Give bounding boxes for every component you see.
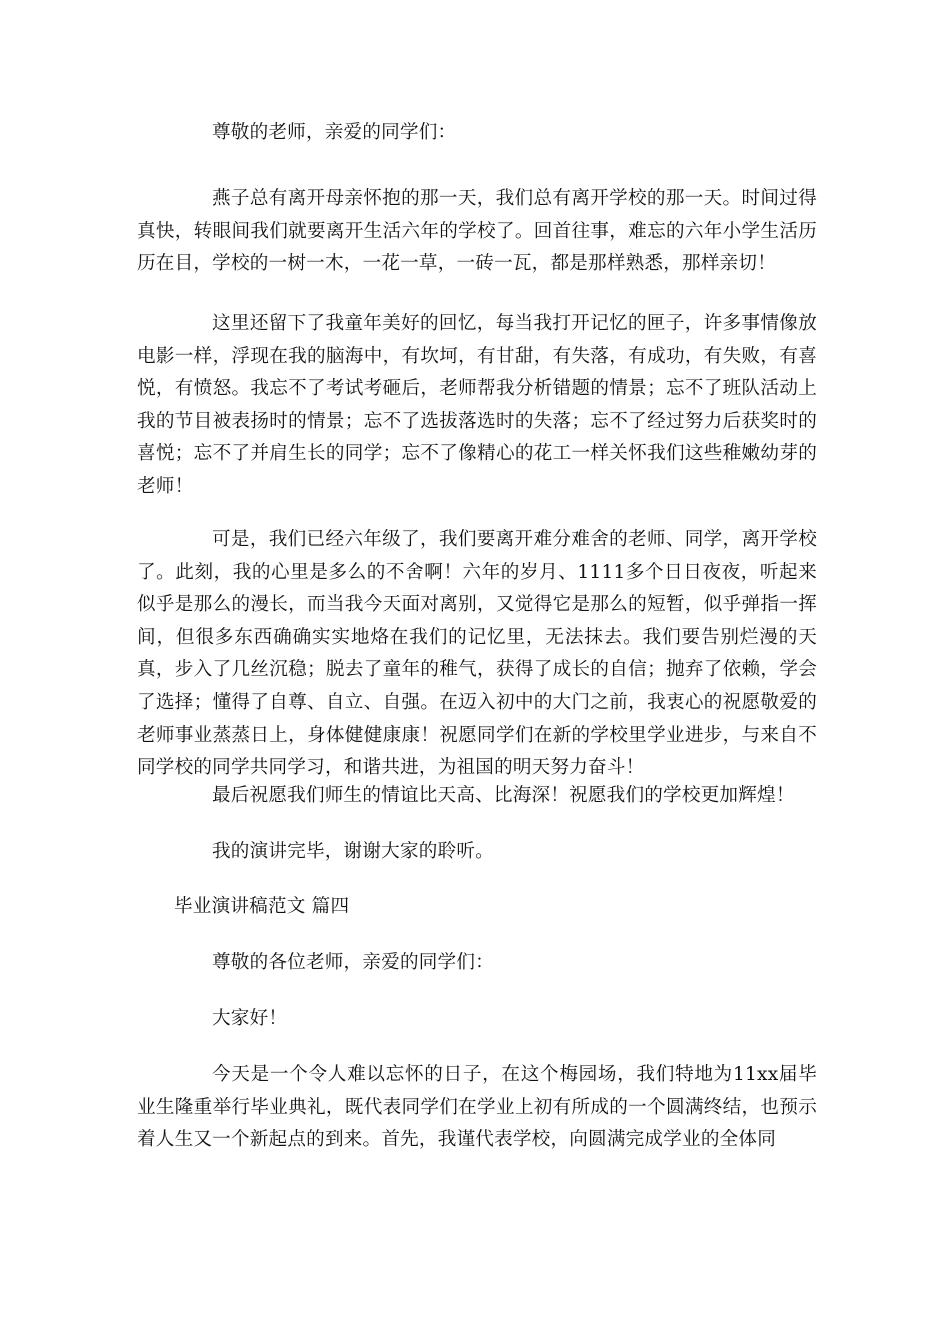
paragraph-ceremony: 今天是一个令人难以忘怀的日子，在这个梅园场，我们特地为11xx届毕业生隆重举行毕业典礼，既代表同学们在学业上初有所成的一个圆满终结，也预示着人生又一个新起点的到来。首先，我谨代表学校，向圆满完成学业的全体同	[137, 1064, 817, 1151]
paragraph-farewell: 可是，我们已经六年级了，我们要离开难分难舍的老师、同学，离开学校了。此刻，我的心里是多么的不舍啊！六年的岁月、1111多个日日夜夜，听起来似乎是那么的漫长，而当我今天面对离别，又觉得它是那么的短暂，似乎弹指一挥间，但很多东西确确实实地烙在我们的记忆里，无法抹去。我们要告别烂漫的天真，步入了几丝沉稳；脱去了童年的稚气，获得了成长的自信；抛弃了依赖，学会了选择；懂得了自尊、自立、自强。在迈入初中的大门之前，我衷心的祝愿敬爱的老师事业蒸蒸日上，身体健健康康！祝愿同学们在新的学校里学业进步，与来自不同学校的同学共同学习，和谐共进，为祖国的明天努力奋斗！	[137, 529, 817, 779]
paragraph-memories: 这里还留下了我童年美好的回忆，每当我打开记忆的匣子，许多事情像放电影一样，浮现在我的脑海中，有坎坷，有甘甜，有失落，有成功，有失败，有喜悦，有愤怒。我忘不了考试考砸后，老师帮我分析错题的情景；忘不了班队活动上我的节目被表扬时的情景；忘不了选拔落选时的失落；忘不了经过努力后获奖时的喜悦；忘不了并肩生长的同学；忘不了像精心的花工一样关怀我们这些稚嫩幼芽的老师！	[137, 313, 817, 497]
paragraph-salutation-2: 尊敬的各位老师，亲爱的同学们：	[212, 952, 494, 973]
paragraph-greeting: 大家好！	[212, 1008, 288, 1029]
paragraph-salutation: 尊敬的老师，亲爱的同学们：	[212, 122, 457, 143]
section-heading: 毕业演讲稿范文 篇四	[174, 896, 350, 917]
paragraph-swallow: 燕子总有离开母亲怀抱的那一天，我们总有离开学校的那一天。时间过得真快，转眼间我们就要离开生活六年的学校了。回首往事，难忘的六年小学生活历历在目，学校的一树一木，一花一草，一砖一瓦，都是那样熟悉，那样亲切！	[137, 188, 817, 275]
paragraph-closing: 我的演讲完毕，谢谢大家的聆听。	[212, 841, 494, 862]
paragraph-wishes: 最后祝愿我们师生的情谊比天高、比海深！祝愿我们的学校更加辉煌！	[212, 785, 795, 806]
